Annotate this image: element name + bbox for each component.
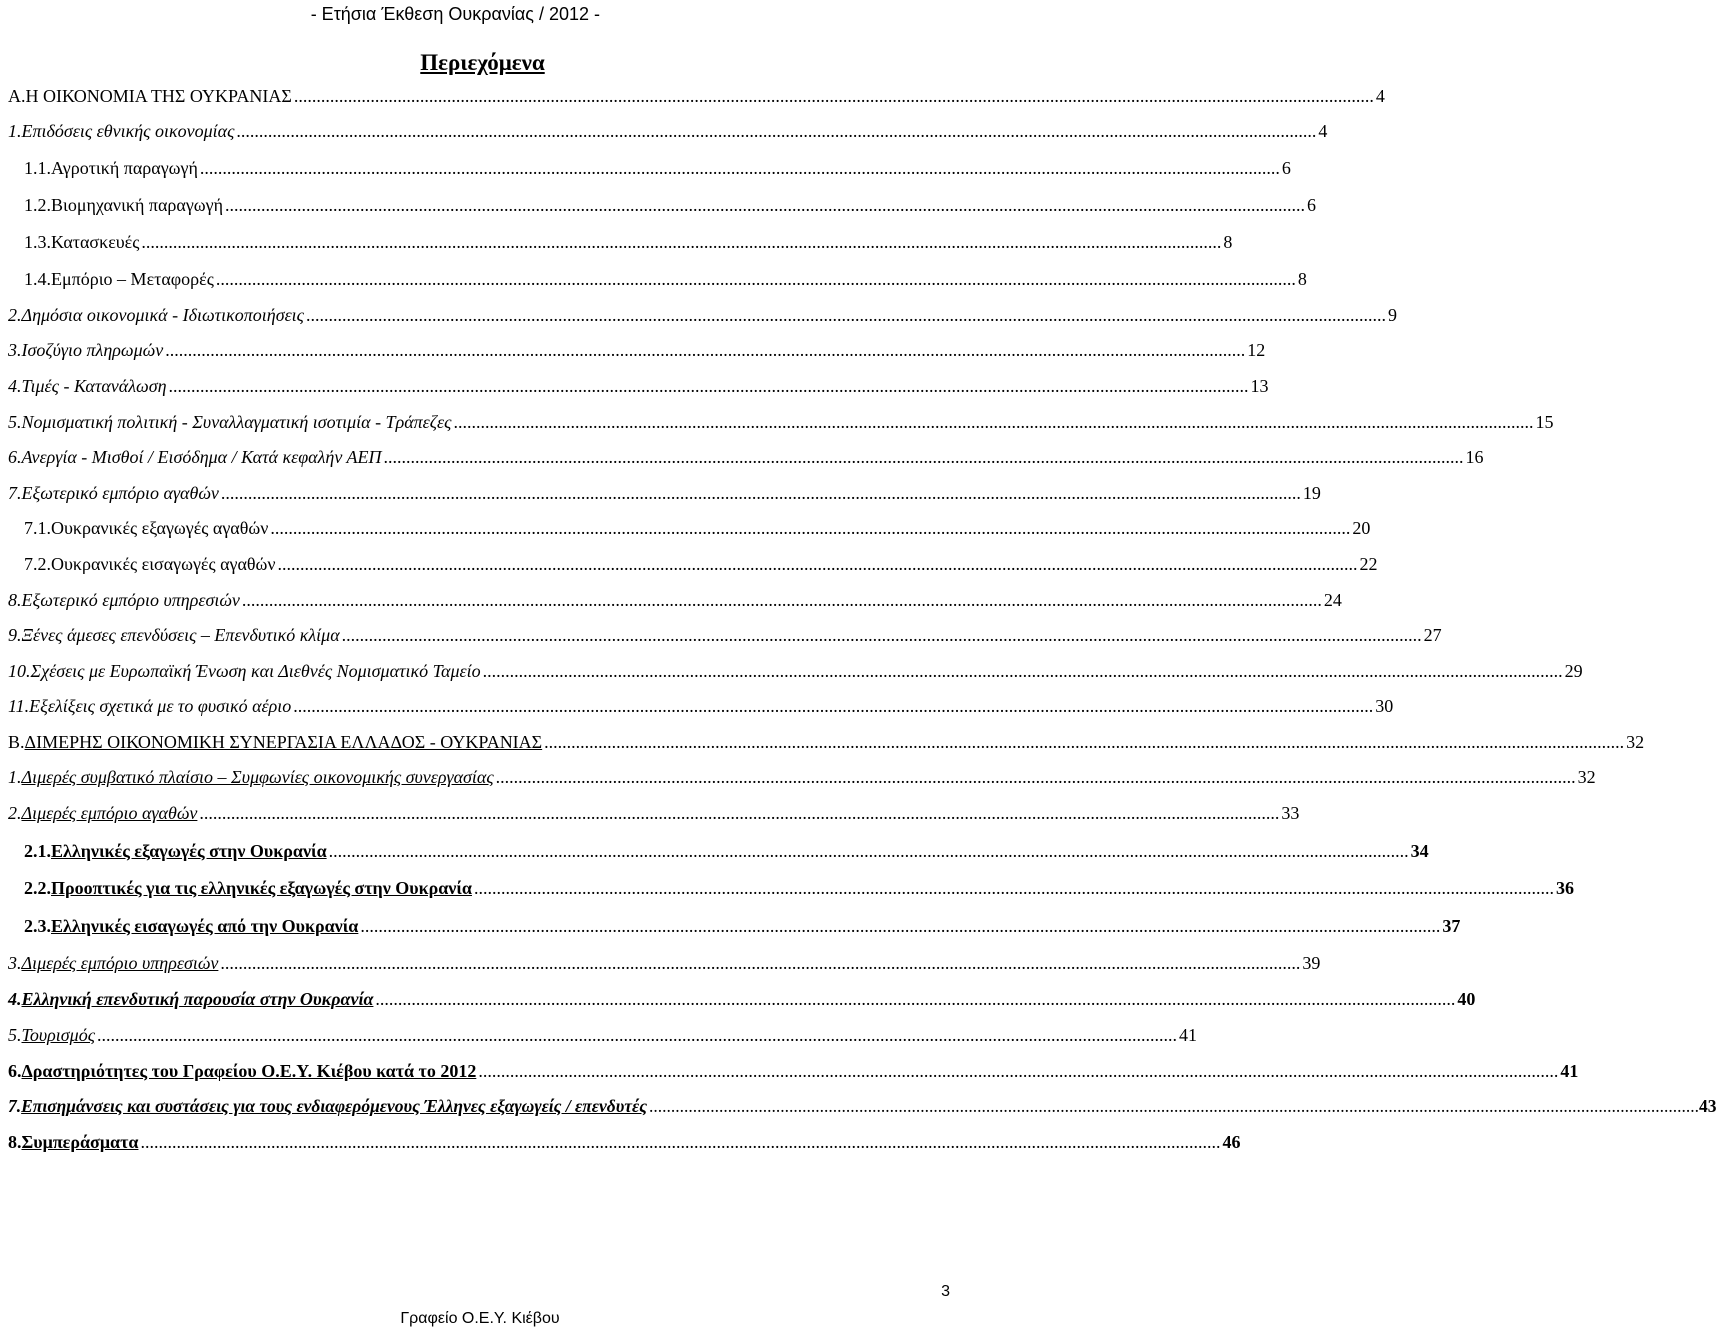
toc-entry-label: Νομισματική πολιτική - Συναλλαγματική ισοτιμία - Τράπεζες xyxy=(21,412,452,432)
toc-entry-page: 43 xyxy=(1699,1096,1717,1116)
toc-entry[interactable]: 10. Σχέσεις με Ευρωπαϊκή Ένωση και Διεθνές Νομισματικό Ταμείο ..... 29 xyxy=(8,661,962,689)
toc-entry-page: 32 xyxy=(1577,767,1596,787)
toc-entry-page: 33 xyxy=(1281,803,1300,823)
toc-entry-page: 20 xyxy=(1352,518,1371,538)
toc-entry-page: 24 xyxy=(1323,590,1342,610)
toc-entry[interactable]: 1. Διμερές συμβατικό πλαίσιο – Συμφωνίες οικονομικής συνεργασίας ..... 32 xyxy=(8,767,962,795)
toc-title: Περιεχόμενα xyxy=(420,50,545,75)
toc-entry-label: Η ΟΙΚΟΝΟΜΙΑ ΤΗΣ ΟΥΚΡΑΝΙΑΣ xyxy=(25,86,292,106)
toc-entry[interactable]: 1.1. Αγροτική παραγωγή ..... 6 xyxy=(24,158,956,186)
toc-entry-page: 6 xyxy=(1307,195,1317,215)
toc-entry-page: 39 xyxy=(1302,953,1321,973)
toc-entry-page: 22 xyxy=(1359,554,1378,574)
toc-entry-label: Αγροτική παραγωγή xyxy=(51,158,198,178)
toc-entry-label: Τουρισμός xyxy=(21,1025,95,1045)
toc-entry-page: 41 xyxy=(1560,1061,1579,1081)
page-number: 3 xyxy=(941,1283,950,1300)
toc-entry-label: Εξωτερικό εμπόριο αγαθών xyxy=(21,483,219,503)
toc-entry-label: Διμερές εμπόριο αγαθών xyxy=(21,803,198,823)
toc-entry[interactable]: Β. ΔΙΜΕΡΗΣ ΟΙΚΟΝΟΜΙΚΗ ΣΥΝΕΡΓΑΣΙΑ ΕΛΛΑΔΟΣ - ΟΥΚΡΑΝΙΑΣ ..... 32 xyxy=(8,732,962,760)
toc-entry-label: Δραστηριότητες του Γραφείου Ο.Ε.Υ. Κιέβου κατά το 2012 xyxy=(21,1061,477,1081)
toc-entry[interactable]: 2. Διμερές εμπόριο αγαθών ..... 33 xyxy=(8,803,962,831)
toc-entry-page: 29 xyxy=(1564,661,1583,681)
toc-entry[interactable]: 5. Τουρισμός ..... 41 xyxy=(8,1025,962,1053)
toc-entry-label: Ελληνικές εισαγωγές από την Ουκρανία xyxy=(51,916,359,936)
toc-entry-page: 34 xyxy=(1410,841,1429,861)
toc-entry[interactable]: 2.1. Ελληνικές εξαγωγές στην Ουκρανία ..... 34 xyxy=(24,841,956,869)
toc-entry[interactable]: 4. Τιμές - Κατανάλωση ..... 13 xyxy=(8,376,962,404)
toc-entry[interactable]: 2.3. Ελληνικές εισαγωγές από την Ουκρανία ..... 37 xyxy=(24,916,956,944)
toc-entry-label: Ελληνική επενδυτική παρουσία στην Ουκρανία xyxy=(21,989,374,1009)
toc-entry-page: 8 xyxy=(1223,232,1233,252)
toc-entry-label: Εμπόριο – Μεταφορές xyxy=(51,269,214,289)
toc-entry-page: 19 xyxy=(1302,483,1321,503)
toc-entry-page: 41 xyxy=(1179,1025,1197,1045)
toc-entry-label: Ελληνικές εξαγωγές στην Ουκρανία xyxy=(51,841,327,861)
toc-entry-label: Τιμές - Κατανάλωση xyxy=(21,376,167,396)
toc-entry[interactable]: 6. Ανεργία - Μισθοί / Εισόδημα / Κατά κεφαλήν ΑΕΠ ..... 16 xyxy=(8,447,962,475)
toc-entry[interactable]: 11. Εξελίξεις σχετικά με το φυσικό αέριο ..... 30 xyxy=(8,696,962,724)
toc-entry-page: 27 xyxy=(1423,625,1442,645)
toc-entry[interactable]: 8. Εξωτερικό εμπόριο υπηρεσιών ..... 24 xyxy=(8,590,962,618)
toc-entry[interactable]: 3. Ισοζύγιο πληρωμών ..... 12 xyxy=(8,340,962,368)
toc-entry-page: 6 xyxy=(1281,158,1291,178)
toc-entry-page: 12 xyxy=(1247,340,1266,360)
toc-entry-label: Συμπεράσματα xyxy=(21,1132,139,1152)
toc-entry-label: Επιδόσεις εθνικής οικονομίας xyxy=(21,121,235,141)
toc-entry[interactable]: 1.2. Βιομηχανική παραγωγή ..... 6 xyxy=(24,195,956,223)
toc-entry-label: Σχέσεις με Ευρωπαϊκή Ένωση και Διεθνές Νομισματικό Ταμείο xyxy=(30,661,481,681)
toc-entry-page: 16 xyxy=(1465,447,1484,467)
toc-entry-page: 8 xyxy=(1297,269,1307,289)
toc-entry[interactable]: 4. Ελληνική επενδυτική παρουσία στην Ουκρανία ..... 40 xyxy=(8,989,962,1017)
toc-entry-page: 13 xyxy=(1250,376,1269,396)
page-footer: Γραφείο Ο.Ε.Υ. Κιέβου xyxy=(400,1310,560,1327)
toc-entry-label: Δημόσια οικονομικά - Ιδιωτικοποιήσεις xyxy=(21,305,304,325)
toc-entry[interactable]: 7. Επισημάνσεις και συστάσεις για τους ενδιαφερόμενους Έλληνες εξαγωγείς / επενδυτές ..... 43 xyxy=(8,1096,962,1124)
toc-entry-page: 15 xyxy=(1535,412,1554,432)
toc-entry[interactable]: 1.4. Εμπόριο – Μεταφορές ..... 8 xyxy=(24,269,956,297)
toc-entry-page: 40 xyxy=(1457,989,1476,1009)
toc-entry-page: 37 xyxy=(1442,916,1461,936)
toc-entry[interactable]: 8. Συμπεράσματα ..... 46 xyxy=(8,1132,962,1160)
toc-entry-page: 9 xyxy=(1387,305,1397,325)
toc-entry-label: Κατασκευές xyxy=(51,232,140,252)
toc-entry-label: Ανεργία - Μισθοί / Εισόδημα / Κατά κεφαλήν ΑΕΠ xyxy=(21,447,382,467)
toc-entry-label: Προοπτικές για τις ελληνικές εξαγωγές στην Ουκρανία xyxy=(51,878,472,898)
toc-entry[interactable]: 1.3. Κατασκευές ..... 8 xyxy=(24,232,956,260)
toc-entry-label: Ξένες άμεσες επενδύσεις – Επενδυτικό κλίμα xyxy=(21,625,340,645)
toc-entry[interactable]: 6. Δραστηριότητες του Γραφείου Ο.Ε.Υ. Κιέβου κατά το 2012 ..... 41 xyxy=(8,1061,962,1089)
toc-entry-label: Εξελίξεις σχετικά με το φυσικό αέριο xyxy=(29,696,292,716)
toc-entry[interactable]: 9. Ξένες άμεσες επενδύσεις – Επενδυτικό κλίμα ..... 27 xyxy=(8,625,962,653)
toc-entry[interactable]: 5. Νομισματική πολιτική - Συναλλαγματική ισοτιμία - Τράπεζες ..... 15 xyxy=(8,412,962,440)
toc-entry[interactable]: Α. Η ΟΙΚΟΝΟΜΙΑ ΤΗΣ ΟΥΚΡΑΝΙΑΣ ..... 4 xyxy=(8,86,962,114)
toc-entry-label: Διμερές συμβατικό πλαίσιο – Συμφωνίες οικονομικής συνεργασίας xyxy=(21,767,494,787)
toc-entry[interactable]: 7. Εξωτερικό εμπόριο αγαθών ..... 19 xyxy=(8,483,962,511)
toc-entry-label: Ουκρανικές εξαγωγές αγαθών xyxy=(51,518,269,538)
toc-entry-page: 30 xyxy=(1375,696,1394,716)
toc-entry-page: 36 xyxy=(1555,878,1574,898)
toc-entry-label: Ισοζύγιο πληρωμών xyxy=(21,340,164,360)
toc-entry-label: Ουκρανικές εισαγωγές αγαθών xyxy=(51,554,276,574)
toc-entry-page: 32 xyxy=(1626,732,1645,752)
toc-entry[interactable]: 2. Δημόσια οικονομικά - Ιδιωτικοποιήσεις ..... 9 xyxy=(8,305,962,333)
toc-entry-label: Διμερές εμπόριο υπηρεσιών xyxy=(21,953,219,973)
toc-entry-page: 4 xyxy=(1318,121,1328,141)
toc-entry-label: Εξωτερικό εμπόριο υπηρεσιών xyxy=(21,590,240,610)
toc-entry[interactable]: 7.2. Ουκρανικές εισαγωγές αγαθών ..... 22 xyxy=(24,554,956,582)
toc-entry[interactable]: 7.1. Ουκρανικές εξαγωγές αγαθών ..... 20 xyxy=(24,518,956,546)
toc-entry-page: 46 xyxy=(1222,1132,1241,1152)
toc-entry-label: ΔΙΜΕΡΗΣ ΟΙΚΟΝΟΜΙΚΗ ΣΥΝΕΡΓΑΣΙΑ ΕΛΛΑΔΟΣ - ΟΥΚΡΑΝΙΑΣ xyxy=(24,732,543,752)
toc-entry-page: 4 xyxy=(1375,86,1385,106)
toc-entry-label: Βιομηχανική παραγωγή xyxy=(51,195,224,215)
toc-entry[interactable]: 1. Επιδόσεις εθνικής οικονομίας ..... 4 xyxy=(8,121,962,149)
toc-entry[interactable]: 2.2. Προοπτικές για τις ελληνικές εξαγωγές στην Ουκρανία ..... 36 xyxy=(24,878,956,906)
toc-entry-label: Επισημάνσεις και συστάσεις για τους ενδιαφερόμενους Έλληνες εξαγωγείς / επενδυτές xyxy=(21,1096,648,1116)
running-header: - Ετήσια Έκθεση Ουκρανίας / 2012 - xyxy=(310,4,600,24)
toc-entry[interactable]: 3. Διμερές εμπόριο υπηρεσιών ..... 39 xyxy=(8,953,962,981)
